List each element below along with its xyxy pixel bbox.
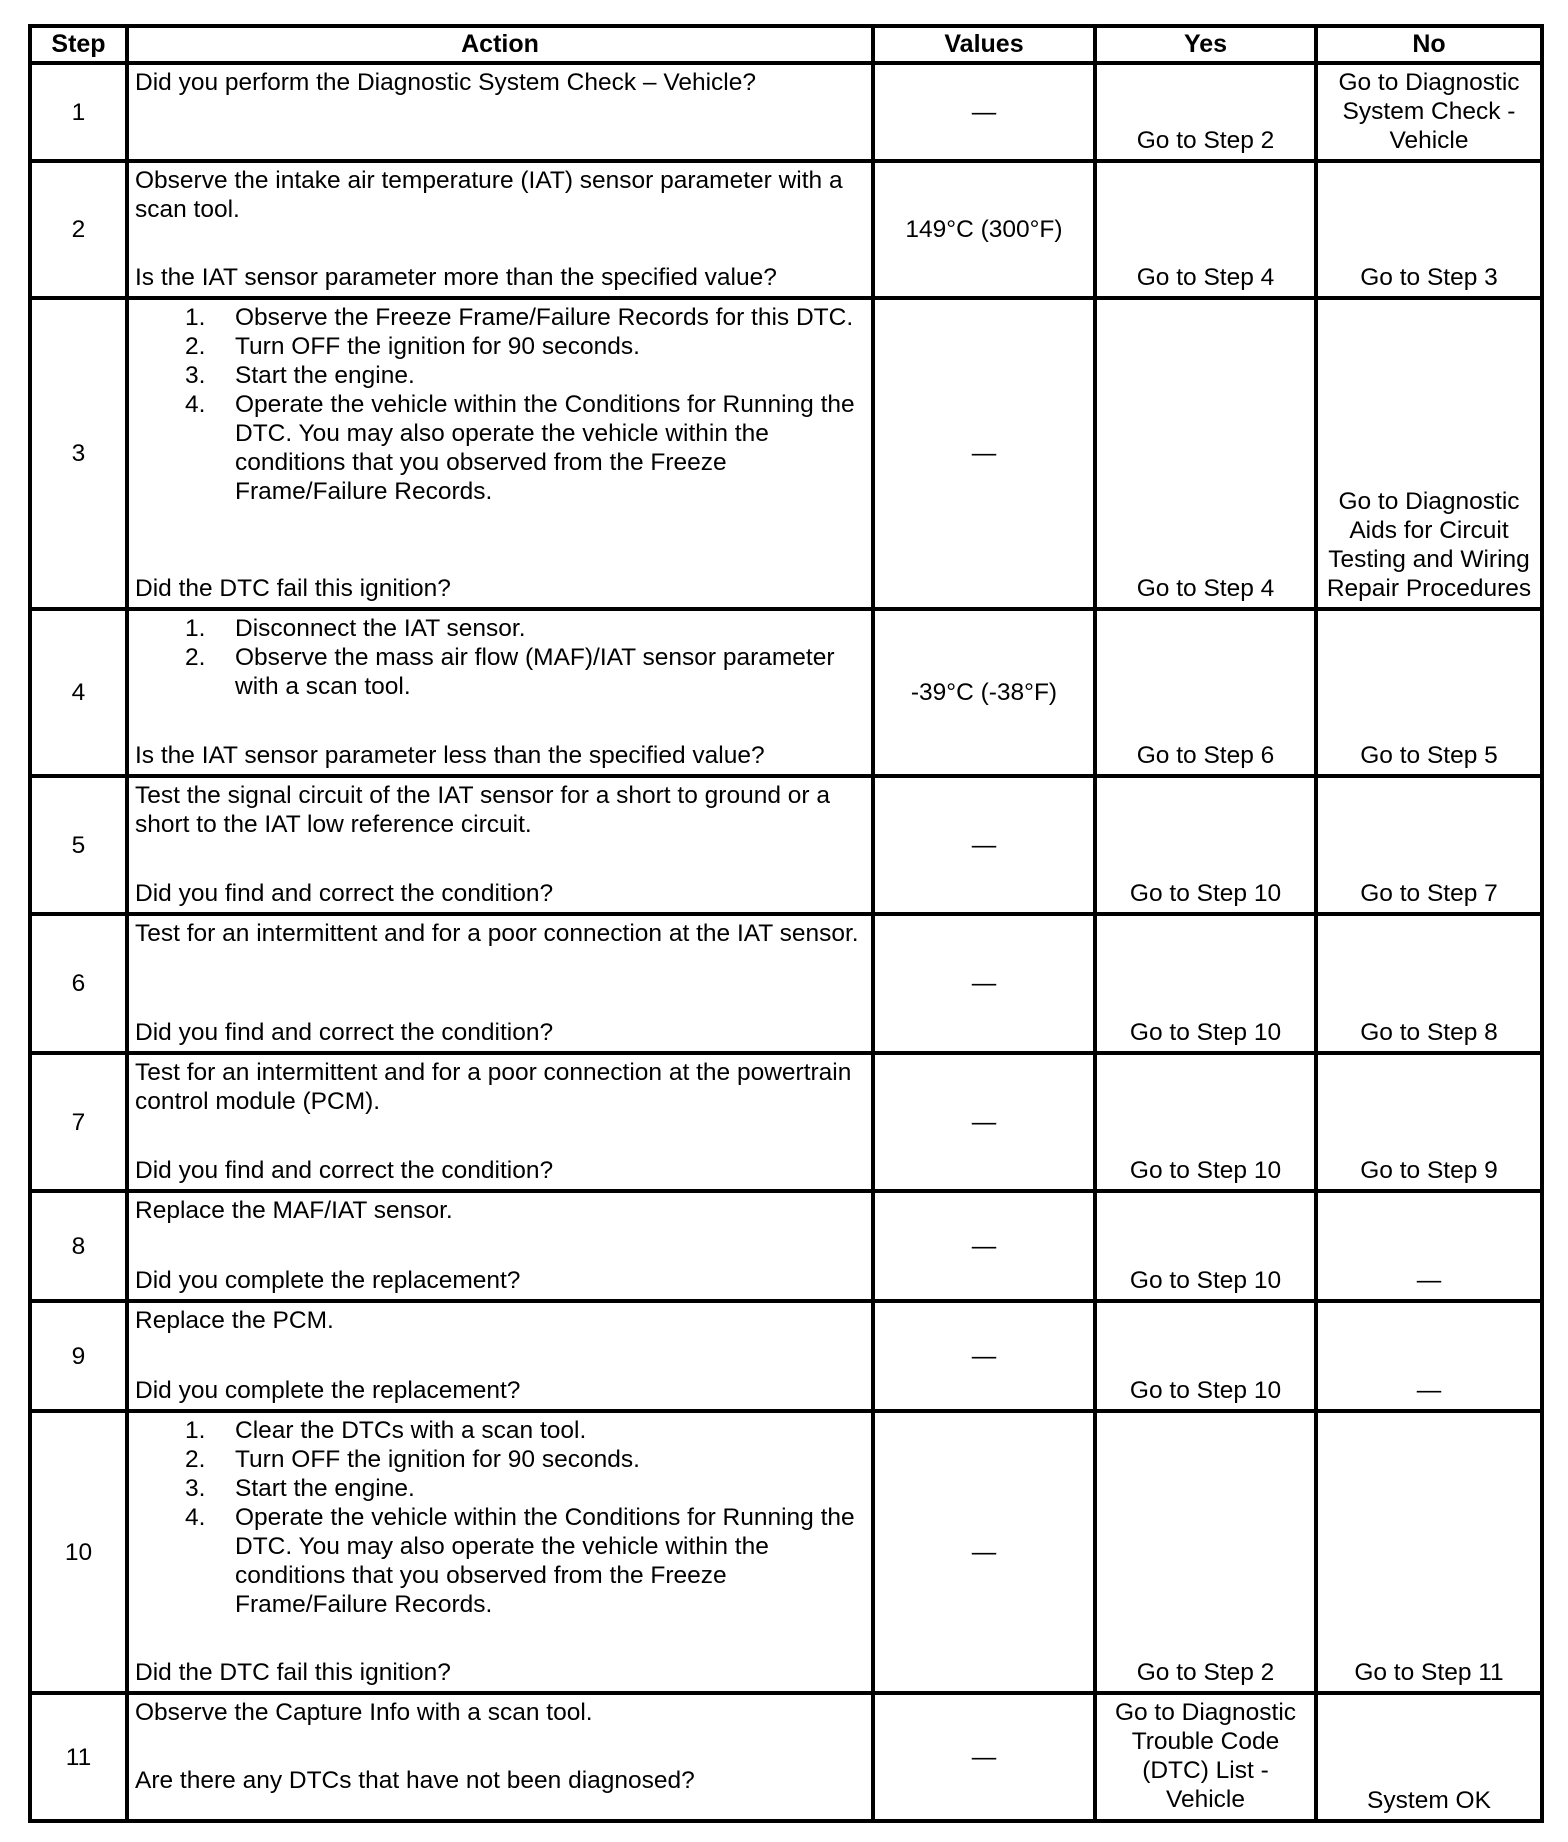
header-no: No bbox=[1316, 26, 1542, 63]
value-cell: — bbox=[873, 1053, 1095, 1191]
action-question: Did you find and correct the condition? bbox=[135, 1157, 554, 1184]
action-question: Did you complete the replacement? bbox=[135, 1377, 521, 1404]
yes-text: Go to Diagnostic Trouble Code (DTC) List - Vehicle bbox=[1114, 1699, 1297, 1813]
list-item bbox=[135, 1474, 865, 1503]
list-number: 2. bbox=[185, 1446, 206, 1473]
no-text: System OK bbox=[1367, 1787, 1491, 1814]
yes-text: Go to Step 10 bbox=[1129, 1157, 1282, 1184]
list-number: 1. bbox=[185, 304, 206, 331]
value-cell: — bbox=[873, 914, 1095, 1053]
action-cell bbox=[127, 914, 873, 1053]
header-values: Values bbox=[873, 26, 1095, 63]
list-text: Start the engine. bbox=[235, 1475, 415, 1502]
no-cell bbox=[1316, 914, 1542, 1053]
list-text: Disconnect the IAT sensor. bbox=[235, 615, 526, 642]
no-text: Go to Step 8 bbox=[1360, 1019, 1498, 1046]
action-list bbox=[135, 614, 865, 701]
step-number: 4 bbox=[30, 609, 127, 776]
action-question: Did the DTC fail this ignition? bbox=[135, 1659, 451, 1686]
list-item bbox=[135, 1445, 865, 1474]
action-question: Did the DTC fail this ignition? bbox=[135, 575, 451, 602]
yes-cell bbox=[1095, 914, 1316, 1053]
no-text: Go to Step 5 bbox=[1360, 742, 1498, 769]
yes-text: Go to Step 10 bbox=[1129, 1019, 1282, 1046]
no-cell bbox=[1316, 1191, 1542, 1301]
action-cell bbox=[127, 63, 873, 161]
action-list bbox=[135, 303, 865, 506]
value-cell: -39°C (-38°F) bbox=[873, 609, 1095, 776]
table-row bbox=[30, 1411, 1542, 1693]
action-text: Test the signal circuit of the IAT sensor for a short to ground or a short to the IAT low reference circuit. bbox=[135, 782, 830, 838]
action-text: Test for an intermittent and for a poor connection at the IAT sensor. bbox=[135, 920, 859, 947]
list-text: Observe the mass air flow (MAF)/IAT sensor parameter with a scan tool. bbox=[235, 644, 835, 700]
yes-text: Go to Step 4 bbox=[1136, 575, 1275, 602]
action-cell bbox=[127, 1693, 873, 1821]
table-row bbox=[30, 776, 1542, 914]
value-cell: 149°C (300°F) bbox=[873, 161, 1095, 298]
action-text: Replace the MAF/IAT sensor. bbox=[135, 1197, 453, 1224]
action-question: Is the IAT sensor parameter less than the specified value? bbox=[135, 742, 765, 769]
value-cell: — bbox=[873, 1693, 1095, 1821]
table-row bbox=[30, 1053, 1542, 1191]
header-yes: Yes bbox=[1095, 26, 1316, 63]
table-row bbox=[30, 914, 1542, 1053]
list-number: 2. bbox=[185, 644, 206, 671]
no-cell bbox=[1316, 1411, 1542, 1693]
no-text: Go to Step 11 bbox=[1354, 1659, 1504, 1686]
value-cell: — bbox=[873, 776, 1095, 914]
list-item bbox=[135, 1503, 865, 1619]
table-row bbox=[30, 161, 1542, 298]
action-text: Test for an intermittent and for a poor connection at the powertrain control module (PCM). bbox=[135, 1059, 852, 1115]
list-number: 2. bbox=[185, 333, 206, 360]
yes-text: Go to Step 2 bbox=[1136, 1659, 1275, 1686]
step-number: 1 bbox=[30, 63, 127, 161]
no-cell bbox=[1316, 298, 1542, 609]
action-question: Did you find and correct the condition? bbox=[135, 880, 554, 907]
action-list bbox=[135, 1416, 865, 1619]
yes-cell bbox=[1095, 609, 1316, 776]
list-item bbox=[135, 361, 865, 390]
action-question: Is the IAT sensor parameter more than the specified value? bbox=[135, 264, 777, 291]
no-cell bbox=[1316, 1693, 1542, 1821]
table-row bbox=[30, 63, 1542, 161]
no-text: Go to Diagnostic System Check - Vehicle bbox=[1338, 69, 1520, 154]
action-cell bbox=[127, 1411, 873, 1693]
yes-text: Go to Step 10 bbox=[1129, 1267, 1282, 1294]
step-number: 2 bbox=[30, 161, 127, 298]
list-number: 4. bbox=[185, 391, 206, 418]
step-number: 10 bbox=[30, 1411, 127, 1693]
header-action: Action bbox=[127, 26, 873, 63]
list-text: Clear the DTCs with a scan tool. bbox=[235, 1417, 587, 1444]
table-row bbox=[30, 1693, 1542, 1821]
no-cell bbox=[1316, 776, 1542, 914]
no-text: — bbox=[1416, 1267, 1442, 1294]
yes-cell bbox=[1095, 1693, 1316, 1821]
value-cell: — bbox=[873, 1191, 1095, 1301]
action-cell bbox=[127, 776, 873, 914]
list-number: 3. bbox=[185, 362, 206, 389]
list-item bbox=[135, 643, 865, 701]
list-item bbox=[135, 614, 865, 643]
yes-cell bbox=[1095, 1053, 1316, 1191]
action-cell bbox=[127, 609, 873, 776]
yes-text: Go to Step 10 bbox=[1129, 1377, 1282, 1404]
action-cell bbox=[127, 1301, 873, 1411]
list-number: 1. bbox=[185, 1417, 206, 1444]
value-cell: — bbox=[873, 298, 1095, 609]
action-question: Are there any DTCs that have not been diagnosed? bbox=[135, 1767, 695, 1794]
yes-cell bbox=[1095, 1191, 1316, 1301]
action-cell bbox=[127, 1053, 873, 1191]
action-cell bbox=[127, 298, 873, 609]
no-text: Go to Step 7 bbox=[1360, 880, 1498, 907]
no-cell bbox=[1316, 1301, 1542, 1411]
action-question: Did you complete the replacement? bbox=[135, 1267, 521, 1294]
no-text: Go to Step 3 bbox=[1360, 264, 1498, 291]
header-step: Step bbox=[30, 26, 127, 63]
step-number: 3 bbox=[30, 298, 127, 609]
header-row bbox=[30, 26, 1542, 63]
table-row bbox=[30, 298, 1542, 609]
yes-text: Go to Step 6 bbox=[1136, 742, 1275, 769]
list-text: Operate the vehicle within the Conditions for Running the DTC. You may also operate the vehicle within the conditions that you observed from the Freeze Frame/Failure Records. bbox=[235, 1504, 855, 1618]
step-number: 7 bbox=[30, 1053, 127, 1191]
step-number: 6 bbox=[30, 914, 127, 1053]
action-text: Replace the PCM. bbox=[135, 1307, 334, 1334]
list-number: 4. bbox=[185, 1504, 206, 1531]
no-cell bbox=[1316, 609, 1542, 776]
no-text: — bbox=[1416, 1377, 1442, 1404]
action-text: Did you perform the Diagnostic System Check – Vehicle? bbox=[135, 69, 756, 96]
list-text: Turn OFF the ignition for 90 seconds. bbox=[235, 1446, 640, 1473]
list-item bbox=[135, 303, 865, 332]
value-cell: — bbox=[873, 1301, 1095, 1411]
no-cell bbox=[1316, 1053, 1542, 1191]
yes-cell bbox=[1095, 161, 1316, 298]
yes-cell bbox=[1095, 776, 1316, 914]
no-text: Go to Step 9 bbox=[1360, 1157, 1498, 1184]
value-cell: — bbox=[873, 1411, 1095, 1693]
yes-text: Go to Step 2 bbox=[1136, 127, 1275, 154]
action-cell bbox=[127, 1191, 873, 1301]
list-text: Observe the Freeze Frame/Failure Records for this DTC. bbox=[235, 304, 854, 331]
no-cell bbox=[1316, 161, 1542, 298]
no-cell bbox=[1316, 63, 1542, 161]
yes-cell bbox=[1095, 1301, 1316, 1411]
table-row bbox=[30, 1191, 1542, 1301]
list-item bbox=[135, 332, 865, 361]
step-number: 11 bbox=[30, 1693, 127, 1821]
value-cell: — bbox=[873, 63, 1095, 161]
yes-text: Go to Step 10 bbox=[1129, 880, 1282, 907]
yes-text: Go to Step 4 bbox=[1136, 264, 1275, 291]
yes-cell bbox=[1095, 298, 1316, 609]
action-question: Did you find and correct the condition? bbox=[135, 1019, 554, 1046]
list-item bbox=[135, 390, 865, 506]
action-text: Observe the Capture Info with a scan tool. bbox=[135, 1699, 593, 1726]
list-text: Turn OFF the ignition for 90 seconds. bbox=[235, 333, 640, 360]
yes-cell bbox=[1095, 1411, 1316, 1693]
table-row bbox=[30, 1301, 1542, 1411]
diagnostic-table bbox=[28, 24, 1544, 1823]
action-cell bbox=[127, 161, 873, 298]
step-number: 9 bbox=[30, 1301, 127, 1411]
list-item bbox=[135, 1416, 865, 1445]
step-number: 5 bbox=[30, 776, 127, 914]
action-text: Observe the intake air temperature (IAT) sensor parameter with a scan tool. bbox=[135, 167, 843, 223]
step-number: 8 bbox=[30, 1191, 127, 1301]
list-text: Start the engine. bbox=[235, 362, 415, 389]
list-number: 1. bbox=[185, 615, 206, 642]
list-text: Operate the vehicle within the Conditions for Running the DTC. You may also operate the vehicle within the conditions that you observed from the Freeze Frame/Failure Records. bbox=[235, 391, 855, 505]
yes-cell bbox=[1095, 63, 1316, 161]
no-text: Go to Diagnostic Aids for Circuit Testing and Wiring Repair Procedures bbox=[1326, 488, 1532, 602]
list-number: 3. bbox=[185, 1475, 206, 1502]
table-row bbox=[30, 609, 1542, 776]
